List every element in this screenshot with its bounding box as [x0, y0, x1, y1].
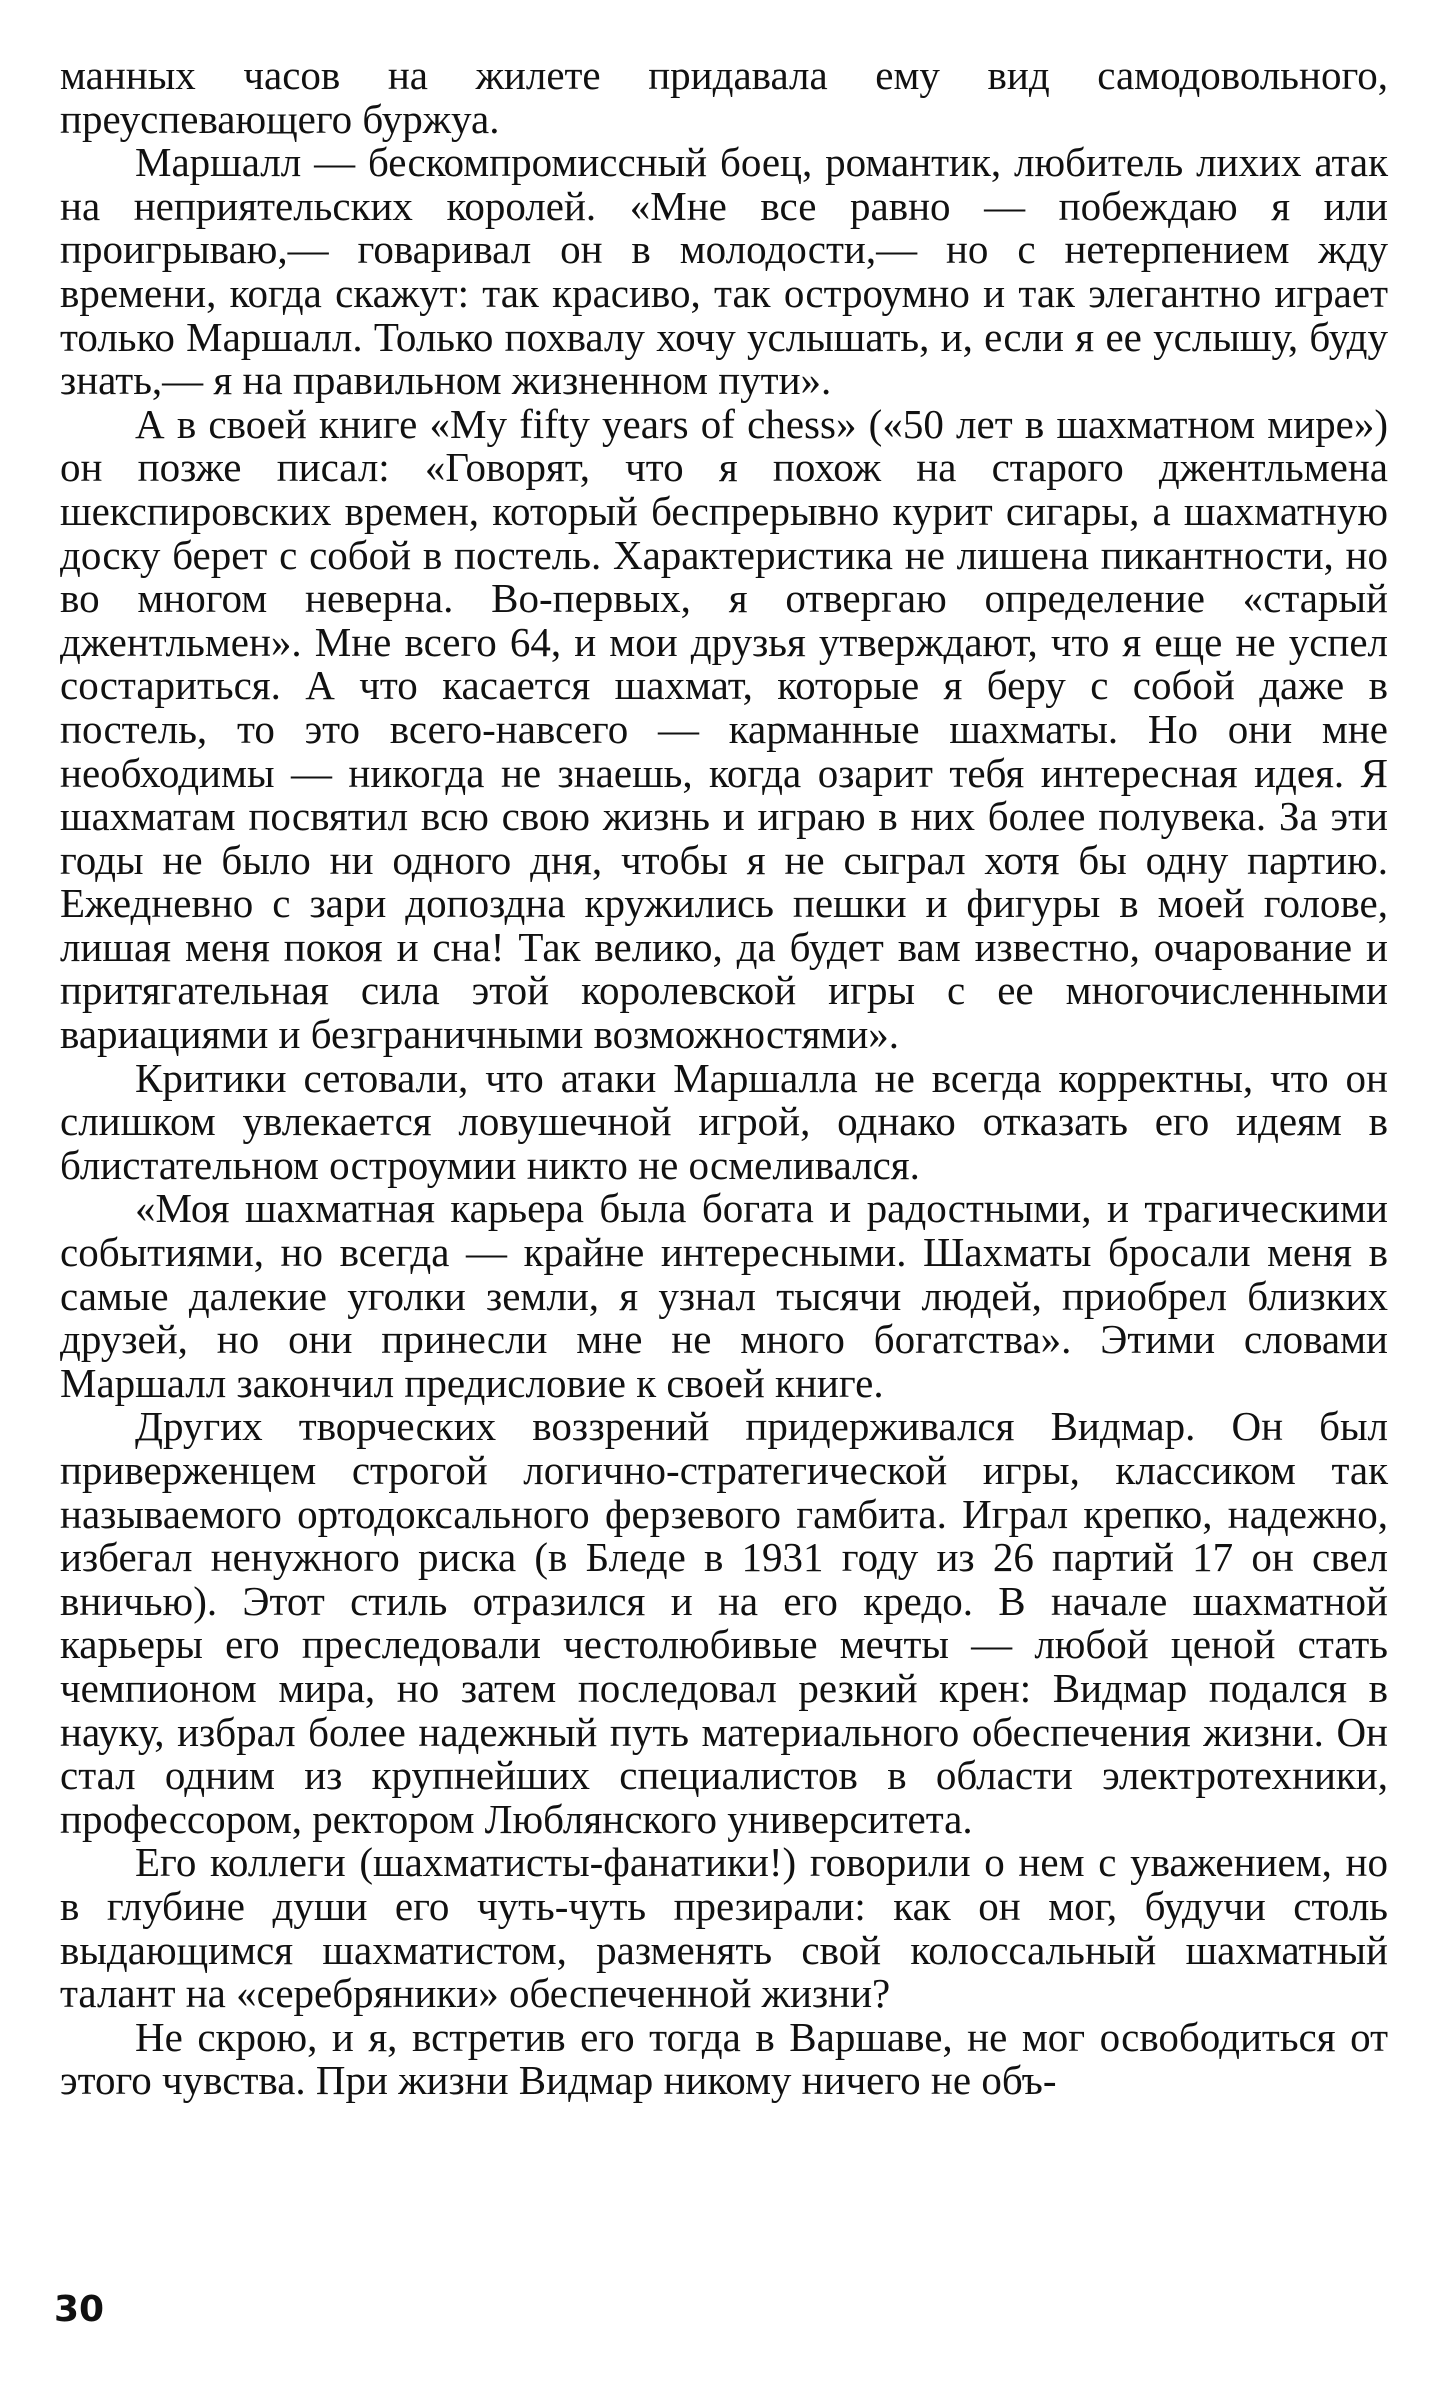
paragraph-colleagues: Его коллеги (шахматисты-фанатики!) говорили о нем с уважением, но в глубине души его чуть-чуть презирали: как он мог, будучи столь выдающимся шахматистом, разменять свой колоссальный шахматный талант на «серебряники» обеспеченной жизни?: [60, 1839, 1388, 2017]
page-number: 30: [54, 2289, 105, 2330]
paragraph-marshall-fighter: Маршалл — бескомпромиссный боец, романтик, любитель лихих атак на неприятельских королей. «Мне все равно — побеждаю я или проигрываю,— говаривал он в молодости,— но с нетерпением жду времени, когда скажут: так красиво, так остроумно и так элегантно играет только Маршалл. Только похвалу хочу услышать, и, если я ее услышу, буду знать,— я на правильном жизненном пути».: [60, 139, 1388, 404]
paragraph-continuation: манных часов на жилете придавала ему вид самодовольного, преуспевающего буржуа.: [60, 52, 1388, 142]
paragraph-warsaw: Не скрою, и я, встретив его тогда в Варшаве, не мог освободиться от этого чувства. При жизни Видмар никому ничего не объ-: [60, 2013, 1388, 2104]
paragraph-critics: Критики сетовали, что атаки Маршалла не всегда корректны, что он слишком увлекается ловушечной игрой, однако отказать его идеям в блистательном остроумии никто не осмеливался.: [60, 1054, 1388, 1188]
paragraph-marshall-quote: «Моя шахматная карьера была богата и радостными, и трагическими событиями, но всегда — крайне интересными. Шахматы бросали меня в самые далекие уголки земли, я узнал тысячи людей, приобрел близких друзей, но они принесли мне не много богатства». Этими словами Маршалл закончил предисловие к своей книге.: [60, 1185, 1388, 1406]
page-body: [60, 54, 1388, 2103]
paragraph-vidmar: Других творческих воззрений придерживался Видмар. Он был приверженцем строгой логично-стратегической игры, классиком так называемого ортодоксального ферзевого гамбита. Играл крепко, надежно, избегал ненужного риска (в Бледе в 1931 году из 26 партий 17 он свел вничью). Этот стиль отразился и на его кредо. В начале шахматной карьеры его преследовали честолюбивые мечты — любой ценой стать чемпионом мира, но затем последовал резкий крен: Видмар подался в науку, избрал более надежный путь материального обеспечения жизни. Он стал одним из крупнейших специалистов в области электротехники, профессором, ректором Люблянского университета.: [60, 1403, 1388, 1842]
paragraph-marshall-book: А в своей книге «My fifty years of chess» («50 лет в шахматном мире») он позже писал: «Говорят, что я похож на старого джентльмена шекспировских времен, который беспрерывно курит сигары, а шахматную доску берет с собой в постель. Характеристика не лишена пикантности, но во многом неверна. Во-первых, я отвергаю определение «старый джентльмен». Мне всего 64, и мои друзья утверждают, что я еще не успел состариться. А что касается шахмат, которые я беру с собой даже в постель, то это всего-навсего — карманные шахматы. Но они мне необходимы — никогда не знаешь, когда озарит тебя интересная идея. Я шахматам посвятил всю свою жизнь и играю в них более полувека. За эти годы не было ни одного дня, чтобы я не сыграл хотя бы одну партию. Ежедневно с зари допоздна кружились пешки и фигуры в моей голове, лишая меня покоя и сна! Так велико, да будет вам известно, очарование и притягательная сила этой королевской игры с ее многочисленными вариациями и безграничными возможностями».: [60, 400, 1388, 1058]
